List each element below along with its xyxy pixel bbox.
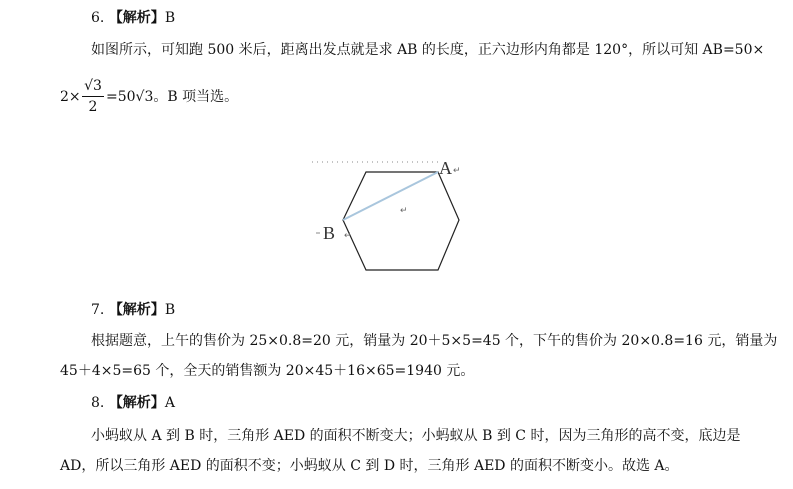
q6-heading <box>91 9 175 27</box>
label-b: B <box>323 223 336 243</box>
q6-answer: B <box>164 10 176 26</box>
q7-explanation-line1: 根据题意，上午的售价为 25×0.8=20 元，销量为 20＋5×5=45 个，下午的售价为 20×0.8=16 元，销量为 <box>91 333 778 349</box>
q6-line2-equation: =50 <box>106 89 136 105</box>
q6-explanation-line1: 如图所示，可知跑 500 米后，距离出发点就是求 AB 的长度，正六边形内角都是 120°，所以可知 AB=50× <box>91 42 765 58</box>
q6-explanation-line2 <box>60 88 81 106</box>
return-mark-b: ↵ <box>344 230 352 240</box>
q8-explanation-line2: AD，所以三角形 AED 的面积不变；小蚂蚁从 C 到 D 时，三角形 AED 的面积不断变小。故选 A。 <box>60 458 679 474</box>
hexagon <box>343 172 459 270</box>
q6-fraction-numerator: √3 <box>84 78 102 94</box>
q6-line2-prefix: 2× <box>60 89 81 105</box>
q6-fraction-denominator: 2 <box>88 99 98 115</box>
q6-tag: 【解析】 <box>108 10 165 26</box>
q7-tag: 【解析】 <box>108 302 165 318</box>
hexagon-figure <box>300 150 490 280</box>
q8-explanation-line1: 小蚂蚁从 A 到 B 时，三角形 AED 的面积不断变大；小蚂蚁从 B 到 C 时，因为三角形的高不变，底边是 <box>91 428 741 444</box>
return-mark-center: ↵ <box>400 205 408 215</box>
q6-number: 6. <box>91 10 105 26</box>
q8-heading <box>91 394 175 412</box>
q8-number: 8. <box>91 395 105 411</box>
q8-answer: A <box>164 395 175 411</box>
q6-fraction <box>82 78 104 115</box>
q7-heading <box>91 301 175 319</box>
segment-ab <box>343 172 438 220</box>
q6-line2-rest <box>106 88 238 106</box>
label-a: A <box>439 158 452 178</box>
return-mark-a: ↵ <box>453 165 461 175</box>
q7-explanation-line2: 45＋4×5=65 个，全天的销售额为 20×45＋16×65=1940 元。 <box>60 363 475 379</box>
q6-line2-suffix: 。B 项当选。 <box>153 89 239 105</box>
fraction-bar <box>82 96 104 97</box>
q8-tag: 【解析】 <box>108 395 165 411</box>
q7-number: 7. <box>91 302 105 318</box>
q6-line2-root: √3 <box>135 89 154 105</box>
q7-answer: B <box>164 302 176 318</box>
